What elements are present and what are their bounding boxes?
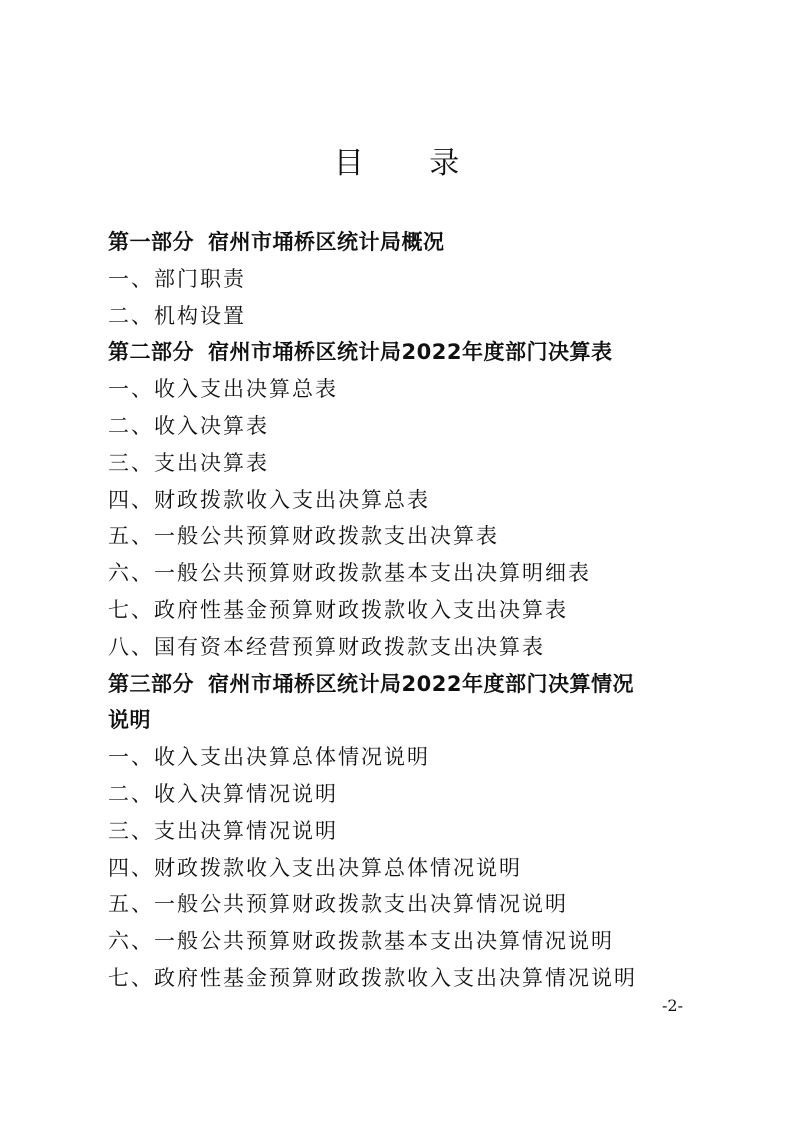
toc-item: 七、政府性基金预算财政拨款收入支出决算表	[108, 597, 568, 622]
part-heading-3-continued: 说明	[108, 708, 151, 733]
toc-item: 八、国有资本经营预算财政拨款支出决算表	[108, 634, 545, 659]
toc-item: 五、一般公共预算财政拨款支出决算情况说明	[108, 892, 568, 917]
page-title: 目 录	[333, 146, 488, 181]
toc-item: 六、一般公共预算财政拨款基本支出决算情况说明	[108, 929, 614, 954]
toc-item: 六、一般公共预算财政拨款基本支出决算明细表	[108, 561, 591, 586]
part-heading-1	[108, 224, 708, 261]
part-heading-3	[108, 666, 708, 703]
part-title: 宿州市埇桥区统计局2022年度部门决算情况	[208, 671, 634, 696]
page-number: -2-	[662, 996, 683, 1015]
part-label: 第二部分	[108, 340, 194, 365]
toc-item: 七、政府性基金预算财政拨款收入支出决算情况说明	[108, 965, 637, 990]
part-heading-2	[108, 334, 708, 371]
toc-item: 四、财政拨款收入支出决算总表	[108, 487, 430, 512]
toc-item: 二、机构设置	[108, 303, 246, 328]
toc-item: 一、收入支出决算总表	[108, 377, 338, 402]
part-title: 宿州市埇桥区统计局概况	[208, 230, 445, 254]
table-of-contents	[108, 224, 708, 997]
toc-item: 三、支出决算情况说明	[108, 818, 338, 843]
part-title: 宿州市埇桥区统计局2022年度部门决算表	[208, 340, 613, 365]
toc-item: 三、支出决算表	[108, 450, 269, 475]
part-label: 第三部分	[108, 671, 194, 696]
toc-item: 四、财政拨款收入支出决算总体情况说明	[108, 855, 522, 880]
part-label: 第一部分	[108, 230, 194, 254]
toc-item: 五、一般公共预算财政拨款支出决算表	[108, 524, 499, 549]
toc-item: 一、部门职责	[108, 266, 246, 291]
toc-item: 二、收入决算情况说明	[108, 781, 338, 806]
toc-item: 一、收入支出决算总体情况说明	[108, 745, 430, 770]
toc-item: 二、收入决算表	[108, 413, 269, 438]
